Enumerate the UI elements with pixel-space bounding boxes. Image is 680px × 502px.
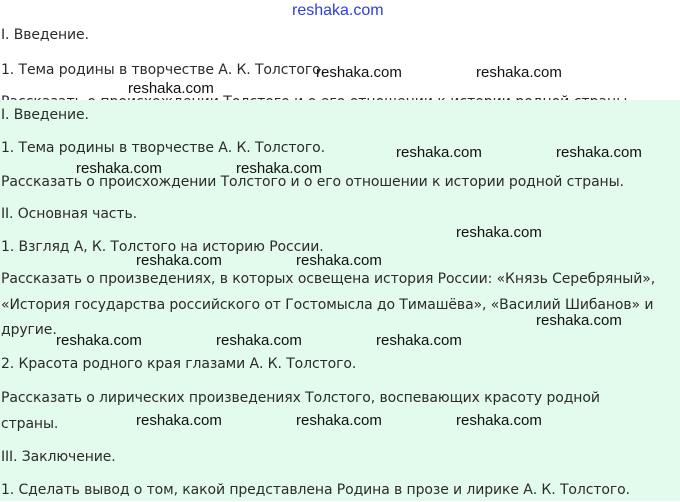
site-logo[interactable]: reshaka.com	[292, 2, 384, 19]
watermark: reshaka.com	[296, 252, 382, 269]
watermark: reshaka.com	[316, 64, 402, 81]
watermark: reshaka.com	[56, 332, 142, 349]
plan-conclusion-item: 1. Сделать вывод о том, какой представлена Родина в прозе и лирике А. К. Толстого.	[1, 482, 630, 498]
watermark: reshaka.com	[396, 144, 482, 161]
watermark: reshaka.com	[536, 312, 622, 329]
watermark: reshaka.com	[236, 160, 322, 177]
watermark: reshaka.com	[476, 64, 562, 81]
watermark: reshaka.com	[136, 252, 222, 269]
plan-conclusion-heading: III. Заключение.	[1, 449, 116, 465]
cut-off-line	[1, 91, 632, 100]
top-text-block	[0, 0, 680, 100]
watermark: reshaka.com	[136, 412, 222, 429]
plan-main-item2-text: страны.	[1, 416, 59, 432]
plan-main-item1-text: «История государства российского от Гостомысла до Тимашёва», «Василий Шибанов» и	[1, 297, 654, 313]
plan-main-item1-text: другие.	[1, 322, 57, 338]
watermark: reshaka.com	[456, 412, 542, 429]
plan-main-item1: 1. Взгляд А, К. Толстого на историю России.	[1, 239, 324, 255]
plan-main-item1-text: Рассказать о произведениях, в которых освещена история России: «Князь Серебряный»,	[1, 271, 656, 287]
plan-main-item2-text: Рассказать о лирических произведениях Толстого, воспевающих красоту родной	[1, 390, 600, 406]
watermark: reshaka.com	[456, 224, 542, 241]
watermark: reshaka.com	[216, 332, 302, 349]
topic-line-top: 1. Тема родины в творчестве А. К. Толстого.	[1, 62, 325, 78]
watermark: reshaka.com	[76, 160, 162, 177]
plan-main-heading: II. Основная часть.	[1, 206, 137, 222]
plan-intro-item: 1. Тема родины в творчестве А. К. Толстого.	[1, 140, 325, 156]
watermark: reshaka.com	[296, 412, 382, 429]
intro-heading-top: I. Введение.	[1, 27, 89, 43]
watermark: reshaka.com	[128, 80, 214, 97]
plan-intro-heading: I. Введение.	[1, 107, 89, 123]
plan-block	[0, 100, 680, 501]
plan-main-item2: 2. Красота родного края глазами А. К. Толстого.	[1, 356, 357, 372]
plan-intro-text: Рассказать о происхождении Толстого и о его отношении к истории родной страны.	[1, 174, 624, 190]
watermark: reshaka.com	[556, 144, 642, 161]
watermark: reshaka.com	[376, 332, 462, 349]
